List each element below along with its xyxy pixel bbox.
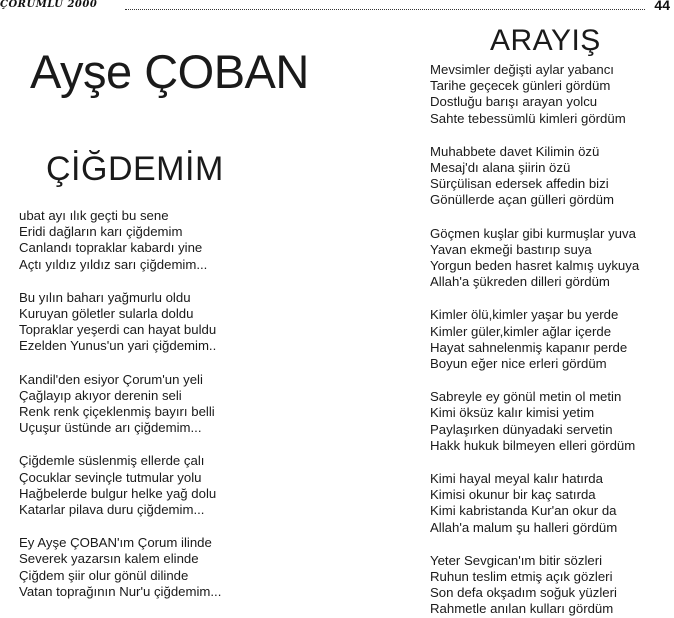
stanza	[19, 535, 319, 600]
poem-line: Hayat sahnelenmiş kapanır perde	[430, 339, 628, 355]
poem-body-cigdemim	[19, 208, 319, 600]
poem-line: Yavan ekmeği bastırıp suya	[430, 241, 592, 257]
poem-line: Renk renk çiçeklenmiş bayırı belli	[19, 404, 215, 420]
poem-line: Kimler güler,kimler ağlar içerde	[430, 323, 612, 339]
poem-line: Sabreyle ey gönül metin ol metin	[430, 389, 622, 405]
poem-line: Boyun eğer nice erleri gördüm	[430, 356, 607, 372]
poem-line: Kimi kabristanda Kur'an okur da	[430, 503, 617, 519]
poem-line: Paylaşırken dünyadaki servetin	[430, 421, 613, 437]
poem-line: Sahte tebessümlü kimleri gördüm	[430, 110, 626, 126]
poem-line: Eridi dağların karı çiğdemim	[19, 224, 183, 240]
poem-line: Bu yılın baharı yağmurlu oldu	[19, 289, 191, 305]
poem-line: Mevsimler değişti aylar yabancı	[430, 62, 614, 77]
poem-line: Dostluğu barışı arayan yolcu	[430, 94, 598, 110]
stanza	[430, 62, 670, 127]
stanza	[430, 553, 670, 618]
poem-line: Açtı yıldız yıldız sarı çiğdemim...	[19, 256, 208, 272]
author-name: Ayşe ÇOBAN	[30, 45, 309, 98]
stanza	[19, 372, 319, 437]
poem-line: Çocuklar sevinçle tutmular yolu	[19, 469, 202, 485]
poem-line: Son defa okşadım soğuk yüzleri	[430, 585, 617, 601]
poem-line: Allah'a malum şu halleri gördüm	[430, 519, 618, 535]
stanza	[19, 208, 319, 273]
page-header	[0, 0, 674, 14]
poem-line: Göçmen kuşlar gibi kurmuşlar yuva	[430, 225, 636, 241]
poem-line: Rahmetle anılan kulları gördüm	[430, 601, 614, 617]
poem-line: Vatan toprağının Nur'u çiğdemim...	[19, 583, 222, 599]
poem-line: Çağlayıp akıyor derenin seli	[19, 387, 182, 403]
stanza	[19, 453, 319, 518]
stanza	[430, 307, 670, 372]
poem-body-arayis	[430, 62, 670, 618]
stanza	[19, 290, 319, 355]
poem-line: Kuruyan göletler sularla doldu	[19, 306, 194, 322]
poem-title-cigdemim: ÇİĞDEMİM	[46, 150, 224, 188]
poem-line: Uçuşur üstünde arı çiğdemim...	[19, 420, 202, 436]
stanza	[430, 144, 670, 209]
poem-line: Severek yazarsın kalem elinde	[19, 551, 199, 567]
poem-line: Kimi hayal meyal kalır hatırda	[430, 471, 603, 487]
stanza	[430, 471, 670, 536]
poem-line: Hakk hukuk bilmeyen elleri gördüm	[430, 437, 636, 453]
poem-line: Kimi öksüz kalır kimisi yetim	[430, 405, 595, 421]
header-dotted-rule	[125, 9, 645, 10]
poem-line: Ruhun teslim etmiş açık gözleri	[430, 569, 613, 585]
poem-line: Mesaj'dı alana şiirin özü	[430, 160, 571, 176]
poem-line: Muhabbete davet Kilimin özü	[430, 143, 600, 159]
poem-line: Topraklar yeşerdi can hayat buldu	[19, 322, 217, 338]
poem-line: Gönüllerde açan gülleri gördüm	[430, 192, 615, 208]
poem-line: Sürçülisan edersek affedin bizi	[430, 176, 609, 192]
poem-line: Allah'a şükreden dilleri gördüm	[430, 274, 610, 290]
poem-line: Kimisi okunur bir kaç satırda	[430, 487, 596, 503]
poem-line: Yeter Sevgican'ım bitir sözleri	[430, 552, 603, 568]
poem-line: Kimler ölü,kimler yaşar bu yerde	[430, 307, 619, 323]
stanza	[430, 389, 670, 454]
poem-line: Tarihe geçecek günleri gördüm	[430, 78, 611, 94]
poem-line: Çiğdem şiir olur gönül dilinde	[19, 567, 189, 583]
poem-line: Kandil'den esiyor Çorum'un yeli	[19, 371, 203, 387]
poem-line: Canlandı topraklar kabardı yine	[19, 240, 203, 256]
poem-line: Ey Ayşe ÇOBAN'ım Çorum ilinde	[19, 535, 212, 551]
poem-line: Hağbelerde bulgur helke yağ dolu	[19, 485, 217, 501]
stanza	[430, 226, 670, 291]
poem-line: ubat ayı ılık geçti bu sene	[19, 208, 169, 223]
poem-line: Yorgun beden hasret kalmış uykuya	[430, 258, 640, 274]
magazine-brand: ÇORUMLU 2000	[0, 0, 98, 10]
poem-title-arayis: ARAYIŞ	[490, 24, 601, 57]
page-number: 44	[654, 0, 670, 13]
poem-line: Ezelden Yunus'un yari çiğdemim..	[19, 338, 217, 354]
poem-line: Katarlar pilava duru çiğdemim...	[19, 502, 205, 518]
poem-line: Çiğdemle süslenmiş ellerde çalı	[19, 453, 205, 469]
